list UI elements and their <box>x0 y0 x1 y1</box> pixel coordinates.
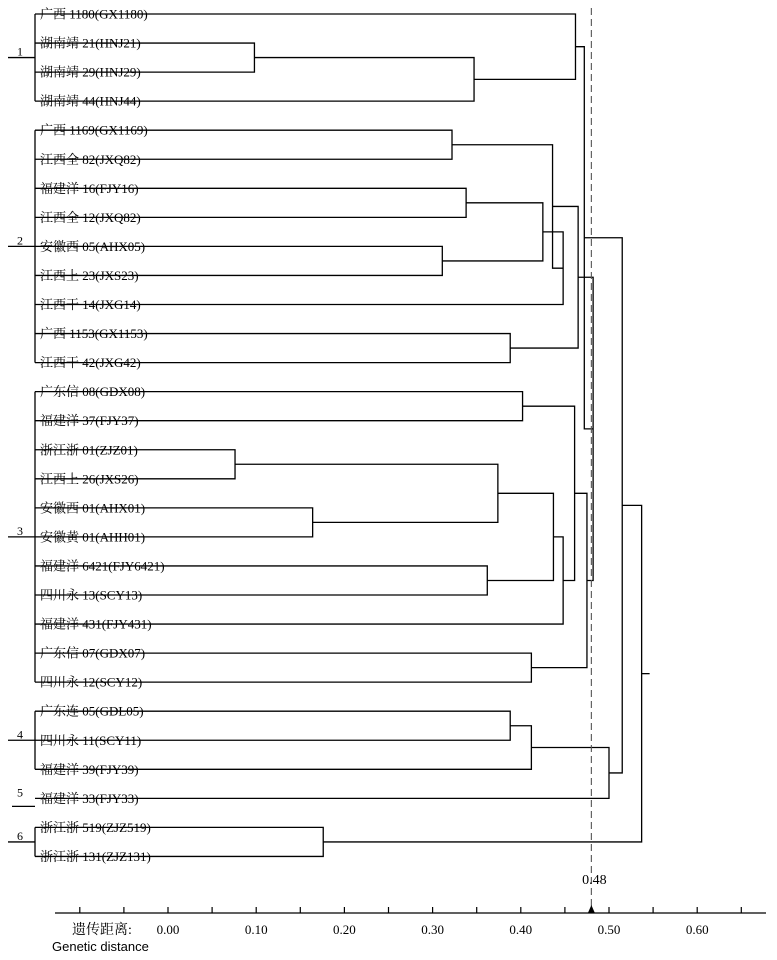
axis-tick-label: 0.50 <box>597 922 621 937</box>
cluster-number: 1 <box>17 44 23 59</box>
leaf-label: 江西干 42(JXG42) <box>40 355 141 371</box>
cutoff-marker <box>582 8 607 913</box>
axis-tick-label: 0.40 <box>509 922 533 937</box>
branches <box>35 14 650 856</box>
leaf-label: 湖南靖 21(HNJ21) <box>40 35 141 51</box>
leaf-label: 浙江浙 01(ZJZ01) <box>40 442 138 458</box>
leaf-label: 福建洋 16(FJY16) <box>40 180 139 196</box>
branch-connector <box>35 537 563 624</box>
cluster-group <box>12 785 35 806</box>
branch-connector <box>323 505 641 842</box>
axis-tick-label: 0.10 <box>244 922 268 937</box>
leaf-label: 福建洋 37(FJY37) <box>40 413 139 429</box>
branch-connector <box>584 238 622 773</box>
cutoff-label: 0.48 <box>582 873 607 888</box>
leaf-label: 广东信 08(GDX08) <box>40 384 146 400</box>
leaf-label: 广西 1180(GX1180) <box>40 6 148 22</box>
leaf-label: 四川永 13(SCY13) <box>40 587 143 603</box>
leaf-label: 湖南靖 29(HNJ29) <box>40 64 141 80</box>
cluster-group <box>8 392 35 683</box>
axis-label-cn: 遗传距离: <box>72 923 132 938</box>
leaf-label: 江西全 12(JXQ82) <box>40 209 141 225</box>
axis-tick-label: 0.20 <box>333 922 356 937</box>
leaf-label: 广东连 05(GDL05) <box>40 703 144 719</box>
leaf-labels <box>40 7 165 864</box>
leaf-label: 广西 1153(GX1153) <box>40 326 148 342</box>
cluster-group <box>8 130 35 362</box>
leaf-label: 浙江浙 519(ZJZ519) <box>40 819 151 835</box>
leaf-label: 福建洋 39(FJY39) <box>40 761 139 777</box>
cluster-groups <box>8 14 35 856</box>
leaf-label: 安徽西 05(AHX05) <box>40 238 146 254</box>
cluster-number: 6 <box>17 828 23 843</box>
leaf-label: 四川永 11(SCY11) <box>40 732 142 748</box>
leaf-label: 四川永 12(SCY12) <box>40 674 143 690</box>
leaf-label: 江西干 14(JXG14) <box>40 297 141 312</box>
leaf-label: 广东信 07(GDX07) <box>40 645 146 661</box>
leaf-label: 福建洋 6421(FJY6421) <box>40 558 165 574</box>
leaf-label: 福建洋 33(FJY33) <box>40 790 139 806</box>
branch-connector <box>442 203 543 261</box>
branch-connector <box>510 206 578 348</box>
cluster-number: 5 <box>17 785 23 800</box>
leaf-label: 湖南靖 44(HNJ44) <box>40 93 141 109</box>
branch-connector <box>235 464 498 522</box>
leaf-label: 广西 1169(GX1169) <box>40 122 148 138</box>
cluster-group <box>8 711 35 769</box>
leaf-label: 浙江浙 131(ZJZ131) <box>40 848 151 864</box>
leaf-label: 江西全 82(JXQ82) <box>40 151 141 167</box>
axis-tick-label: 0.00 <box>156 922 180 937</box>
distance-axis <box>52 907 766 954</box>
cluster-group <box>8 827 35 856</box>
cluster-number: 2 <box>17 233 23 248</box>
leaf-label: 安徽西 01(AHX01) <box>40 500 146 516</box>
branch-connector <box>487 493 553 580</box>
leaf-label: 江西上 23(JXS23) <box>40 267 139 283</box>
cutoff-arrow <box>588 905 595 913</box>
leaf-label: 福建洋 431(FJY431) <box>40 616 152 632</box>
axis-tick-label: 0.60 <box>685 922 709 937</box>
axis-label-en: Genetic distance <box>52 939 149 954</box>
branch-connector <box>452 145 563 268</box>
cluster-group <box>8 14 35 101</box>
axis-tick-label: 0.30 <box>421 922 444 937</box>
cluster-number: 3 <box>17 523 23 538</box>
leaf-label: 安徽黄 01(AHH01) <box>40 529 146 545</box>
cluster-number: 4 <box>17 727 23 742</box>
leaf-label: 江西上 26(JXS26) <box>40 471 139 487</box>
